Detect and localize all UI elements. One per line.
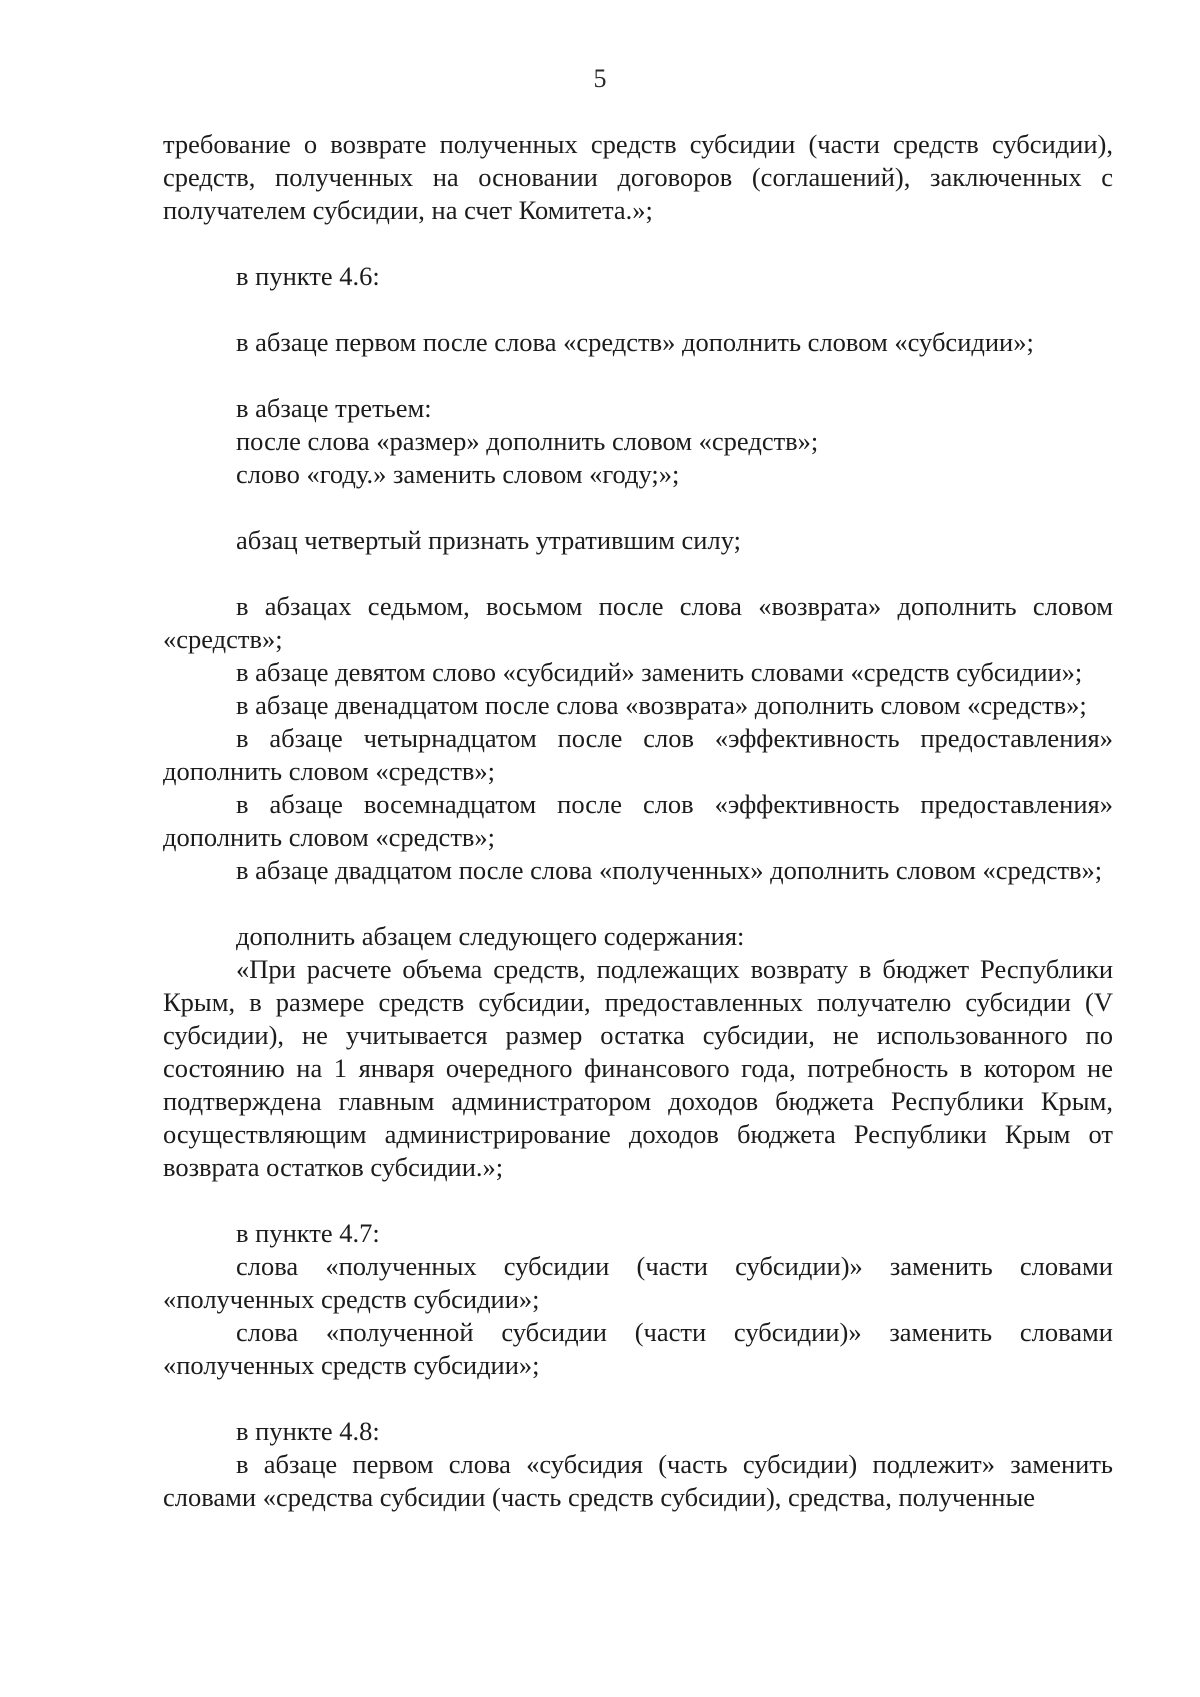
paragraph-first-abzats: в абзаце первом после слова «средств» дополнить словом «субсидии»;	[236, 327, 1034, 357]
paragraph-first-abzats-4-8: в абзаце первом слова «субсидия (часть субсидии) подлежит» заменить словами «средства субсидии (часть средств субсидии), средства, полученные	[163, 1449, 1113, 1512]
paragraph-after-razmer: после слова «размер» дополнить словом «средств»;	[236, 426, 819, 456]
paragraph-received-subsidy-plural: слова «полученных субсидии (части субсидии)» заменить словами «полученных средств субсидии»;	[163, 1251, 1113, 1314]
paragraph-quoted-calculation: «При расчете объема средств, подлежащих возврату в бюджет Республики Крым, в размере средств субсидии, предоставленных получателю субсидии (V субсидии), не учитывается размер остатка субсидии, не использованного по состоянию на 1 января очередного финансового года, потребность в котором не подтверждена главным администратором доходов бюджета Республики Крым, осуществляющим администрирование доходов бюджета Республики Крым от возврата остатков субсидии.»;	[163, 954, 1113, 1182]
paragraph-twelfth: в абзаце двенадцатом после слова «возврата» дополнить словом «средств»;	[236, 690, 1087, 720]
paragraph-fourth-abzats-void: абзац четвертый признать утратившим силу;	[236, 525, 741, 555]
paragraph-fourteenth: в абзаце четырнадцатом после слов «эффективность предоставления» дополнить словом «средств»;	[163, 723, 1113, 786]
paragraph-requirement-return: требование о возврате полученных средств субсидии (части средств субсидии), средств, полученных на основании договоров (соглашений), заключенных с получателем субсидии, на счет Комитета.»;	[163, 129, 1113, 225]
paragraph-clause-4-7: в пункте 4.7:	[236, 1218, 380, 1248]
paragraph-twentieth: в абзаце двадцатом после слова «полученных» дополнить словом «средств»;	[236, 855, 1103, 885]
paragraph-add-abzats: дополнить абзацем следующего содержания:	[236, 921, 745, 951]
paragraph-third-abzats: в абзаце третьем:	[236, 393, 432, 423]
page-number: 5	[593, 64, 607, 93]
paragraph-ninth: в абзаце девятом слово «субсидий» заменить словами «средств субсидии»;	[236, 657, 1083, 687]
paragraph-clause-4-8: в пункте 4.8:	[236, 1416, 380, 1446]
paragraph-clause-4-6: в пункте 4.6:	[236, 261, 380, 291]
paragraph-eighteenth: в абзаце восемнадцатом после слов «эффективность предоставления» дополнить словом «средств»;	[163, 789, 1113, 852]
paragraph-received-subsidy-singular: слова «полученной субсидии (части субсидии)» заменить словами «полученных средств субсидии»;	[163, 1317, 1113, 1380]
paragraph-seventh-eighth: в абзацах седьмом, восьмом после слова «возврата» дополнить словом «средств»;	[163, 591, 1113, 654]
paragraph-word-godu: слово «году.» заменить словом «году;»;	[236, 459, 680, 489]
document-body	[163, 128, 1113, 1514]
